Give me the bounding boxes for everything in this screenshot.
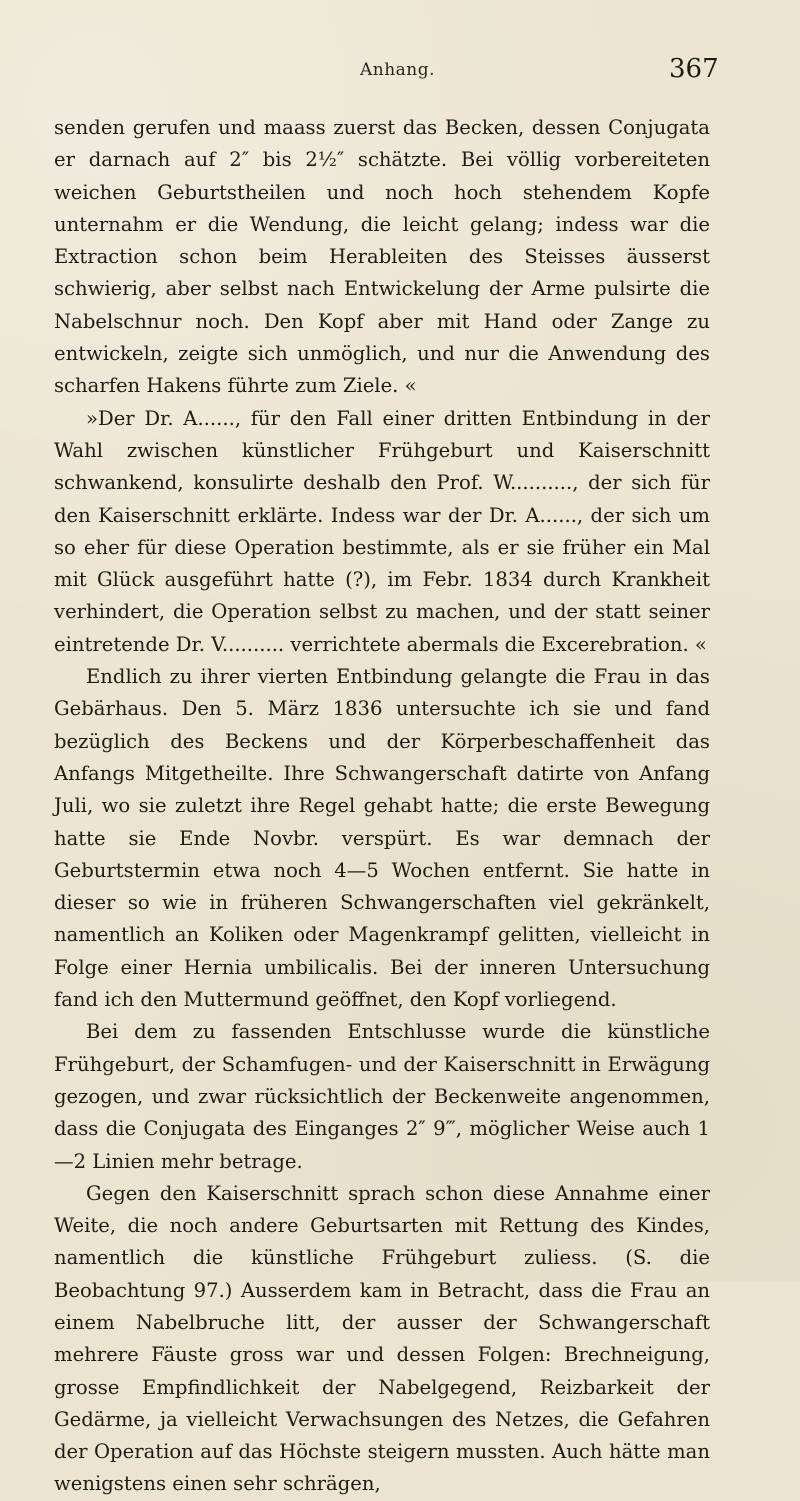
paragraph-4: Bei dem zu fassenden Entschlusse wurde die künstliche Frühgeburt, der Schamfugen- und der Kaiserschnitt in Erwägung gezogen, und zwar rücksichtlich der Beckenweite angenommen, dass die Conjugata des Einganges 2″ 9‴, möglicher Weise auch 1—2 Linien mehr betrage.	[54, 1020, 710, 1173]
paragraph-2: »Der Dr. A......, für den Fall einer dritten Entbindung in der Wahl zwischen künstlicher Frühgeburt und Kaiserschnitt schwankend, konsulirte deshalb den Prof. W.........., der sich für den Kaiserschnitt erklärte. Indess war der Dr. A......, der sich um so eher für diese Operation bestimmte, als er sie früher ein Mal mit Glück ausgeführt hatte (?), im Febr. 1834 durch Krankheit verhindert, die Operation selbst zu machen, und der statt seiner eintretende Dr. V.......... verrichtete abermals die Excerebration. «	[54, 406, 710, 656]
body-text	[54, 112, 710, 1501]
paragraph-5: Gegen den Kaiserschnitt sprach schon diese Annahme einer Weite, die noch andere Geburtsarten mit Rettung des Kindes, namentlich die künstliche Frühgeburt zuliess. (S. die Beobachtung 97.) Ausserdem kam in Betracht, dass die Frau an einem Nabelbruche litt, der ausser der Schwangerschaft mehrere Fäuste gross war und dessen Folgen: Brechneigung, grosse Empfindlichkeit der Nabelgegend, Reizbarkeit der Gedärme, ja vielleicht Verwachsungen des Netzes, die Gefahren der Operation auf das Höchste steigern mussten. Auch hätte man wenigstens einen sehr schrägen,	[54, 1181, 710, 1496]
running-head: Anhang.	[360, 60, 436, 80]
paragraph-3: Endlich zu ihrer vierten Entbindung gelangte die Frau in das Gebärhaus. Den 5. März 1836 untersuchte ich sie und fand bezüglich des Beckens und der Körperbeschaffenheit das Anfangs Mitgetheilte. Ihre Schwangerschaft datirte von Anfang Juli, wo sie zuletzt ihre Regel gehabt hatte; die erste Bewegung hatte sie Ende Novbr. verspürt. Es war demnach der Geburtstermin etwa noch 4—5 Wochen entfernt. Sie hatte in dieser so wie in früheren Schwangerschaften viel gekränkelt, namentlich an Koliken oder Magenkrampf gelitten, vielleicht in Folge einer Hernia umbilicalis. Bei der inneren Untersuchung fand ich den Muttermund geöffnet, den Kopf vorliegend.	[54, 665, 710, 1012]
page-number: 367	[669, 54, 719, 84]
paragraph-1: senden gerufen und maass zuerst das Becken, dessen Conjugata er darnach auf 2″ bis 2½″ schätzte. Bei völlig vorbereiteten weichen Geburtstheilen und noch hoch stehendem Kopfe unternahm er die Wendung, die leicht gelang; indess war die Extraction schon beim Herableiten des Steisses äusserst schwierig, aber selbst nach Entwickelung der Arme pulsirte die Nabelschnur noch. Den Kopf aber mit Hand oder Zange zu entwickeln, zeigte sich unmöglich, und nur die Anwendung des scharfen Hakens führte zum Ziele. «	[54, 116, 710, 398]
